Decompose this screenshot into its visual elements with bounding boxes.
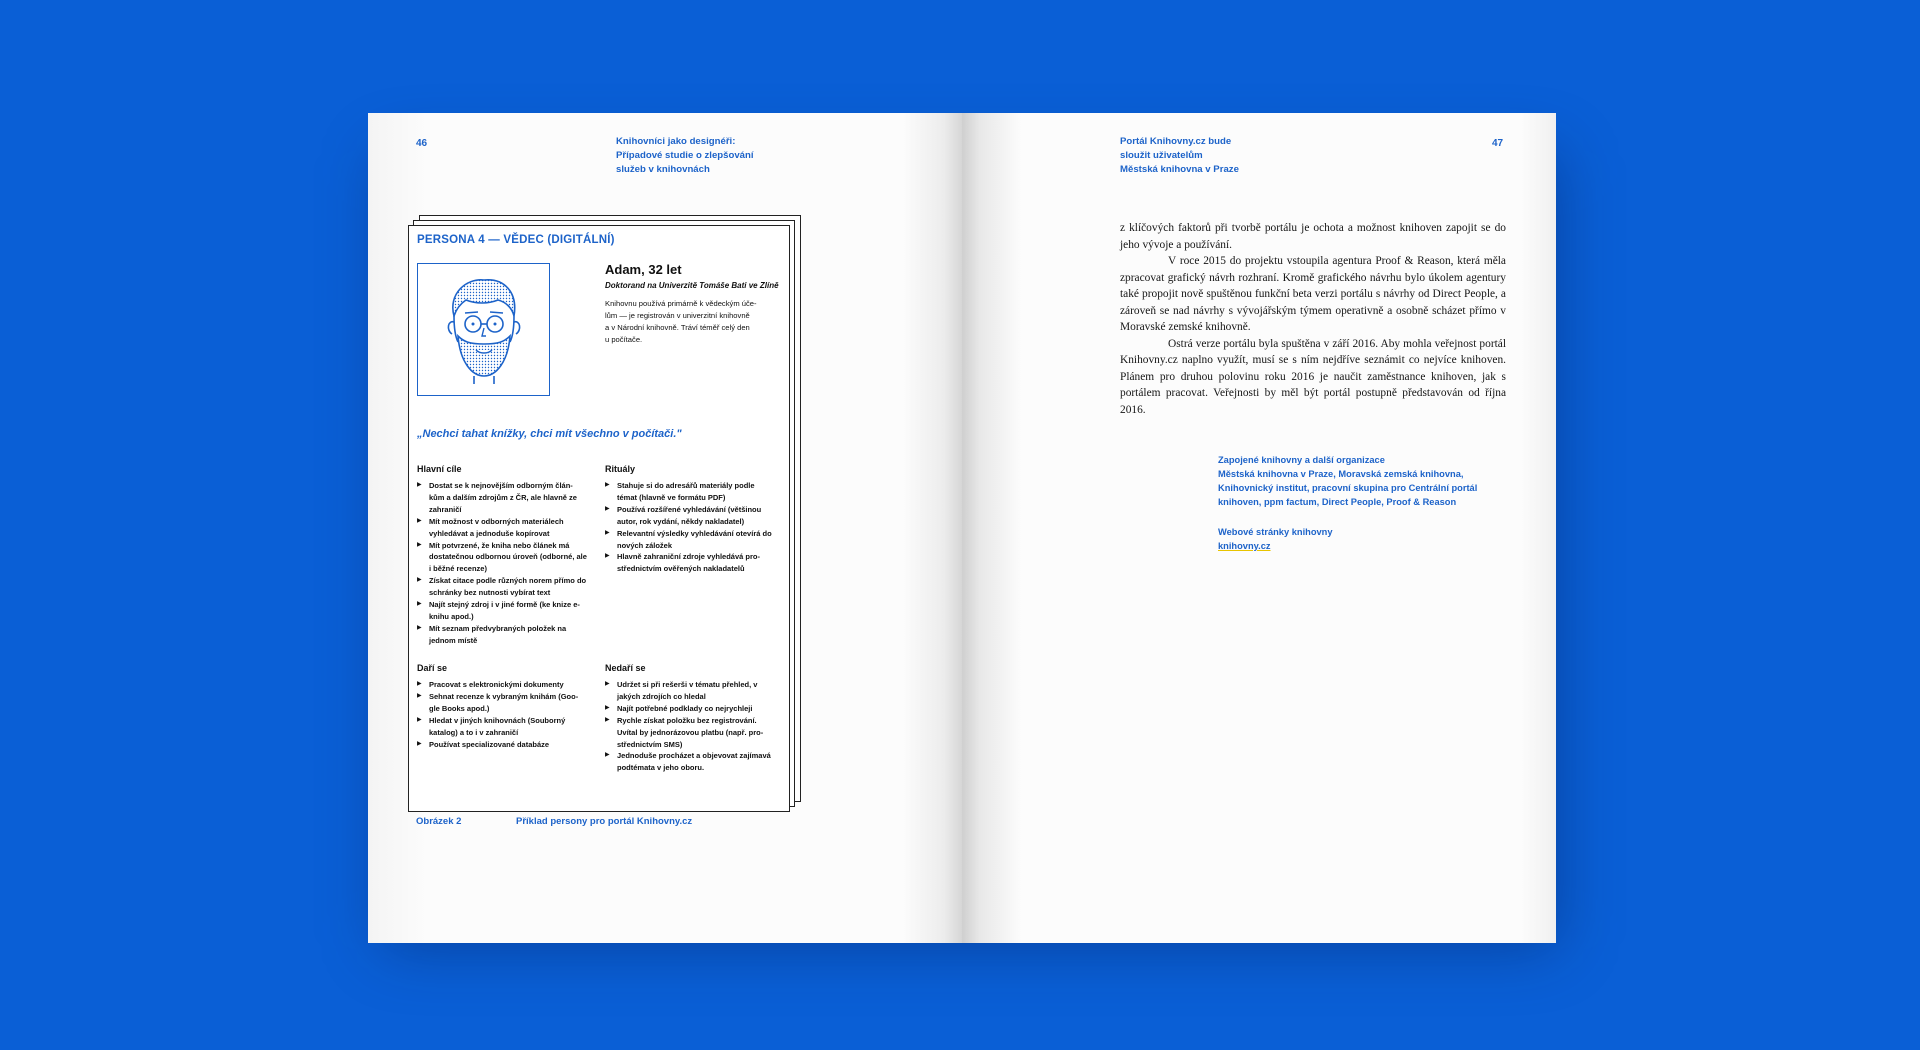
orgs-value: Městská knihovna v Praze, Moravská zemská knihovna, Knihovnický institut, pracovní skupina pro Centrální portál knihoven, ppm factum, Direct People, Proof & Reason bbox=[1218, 469, 1478, 507]
paragraph: Ostrá verze portálu byla spuštěna v září 2016. Aby mohla veřejnost portál Knihovny.cz naplno využít, musí se s ním nejdříve seznámit co nejvíce knihoven. Plánem pro druhou polovinu roku 2016 je naučit zaměstnance knihoven, jak s portálem pracovat. Veřejnosti by měl být portál postupně představován od října 2016. bbox=[1120, 337, 1506, 416]
running-header-left: Knihovníci jako designéři: Případové studie o zlepšování služeb v knihovnách bbox=[616, 136, 754, 175]
list-item: ▶ Dostat se k nejnovějším odborným člán-kům a dalším zdrojům z ČR, ale hlavně ze zahraničí bbox=[417, 480, 587, 516]
open-book bbox=[368, 113, 1556, 943]
list-item: ▶ Najít stejný zdroj i v jiné formě (ke knize e-knihu apod.) bbox=[417, 599, 587, 623]
figure-number: Obrázek 2 bbox=[416, 816, 462, 827]
page-number-left: 46 bbox=[416, 138, 428, 149]
page-number-right: 47 bbox=[1492, 138, 1504, 149]
section-heading: Rituály bbox=[605, 464, 636, 474]
persona-description: Knihovnu používá primárně k vědeckým úče- lům — je registrován v univerzitní knihovně a v Národní knihovně. Tráví téměř celý den u počítače. bbox=[605, 299, 757, 344]
list-item: ▶ Relevantní výsledky vyhledávání otevírá do nových záložek bbox=[605, 528, 775, 552]
list-item: ▶ Hledat v jiných knihovnách (Souborný katalog) a to i v zahraničí bbox=[417, 715, 587, 739]
persona-name: Adam, 32 let bbox=[605, 262, 682, 277]
list-item: ▶ Získat citace podle různých norem přímo do schránky bez nutnosti vybírat text bbox=[417, 575, 587, 599]
running-header-right: Portál Knihovny.cz bude sloužit uživatelům Městská knihovna v Praze bbox=[1120, 136, 1239, 175]
list-item: ▶ Pracovat s elektronickými dokumenty bbox=[417, 679, 587, 691]
section-rituals bbox=[605, 464, 775, 575]
list-item: ▶ Sehnat recenze k vybraným knihám (Goo-gle Books apod.) bbox=[417, 691, 587, 715]
website-link[interactable]: knihovny.cz bbox=[1218, 541, 1271, 551]
list-item: ▶ Stahuje si do adresářů materiály podle témat (hlavně ve formátu PDF) bbox=[605, 480, 775, 504]
list-item: ▶ Používá rozšířené vyhledávání (většinou autor, rok vydání, někdy nakladatel) bbox=[605, 504, 775, 528]
persona-quote: „Nechci tahat knížky, chci mít všechno v počítači." bbox=[417, 428, 682, 440]
left-page bbox=[368, 113, 962, 943]
paragraph: V roce 2015 do projektu vstoupila agentura Proof & Reason, která měla zpracovat grafický návrh rozhraní. Kromě grafického návrhu bylo úkolem agentury také propojit nově spuštěnou funkční beta verzi portálu s návrhy od Direct People, a zároveň se nad návrhy s vývojářským týmem operativně a osobně scházet přímo v Moravské zemské knihovně. bbox=[1120, 255, 1506, 333]
side-info-orgs bbox=[1218, 453, 1510, 509]
bearded-man-icon bbox=[418, 264, 549, 395]
list-item: ▶ Udržet si při rešerši v tématu přehled, v jakých zdrojích co hledal bbox=[605, 679, 775, 703]
section-succeeds bbox=[417, 663, 587, 750]
orgs-label: Zapojené knihovny a další organizace bbox=[1218, 455, 1385, 465]
body-text bbox=[1120, 220, 1506, 418]
paragraph: z klíčových faktorů při tvorbě portálu je ochota a možnost knihoven zapojit se do jeho vývoje a používání. bbox=[1120, 222, 1506, 251]
web-label: Webové stránky knihovny bbox=[1218, 527, 1333, 537]
list-item: ▶ Najít potřebné podklady co nejrychleji bbox=[605, 703, 775, 715]
list-item: ▶ Používat specializované databáze bbox=[417, 739, 587, 751]
list-item: ▶ Mít potvrzené, že kniha nebo článek má dostatečnou odbornou úroveň (odborné, ale i běžné recenze) bbox=[417, 540, 587, 576]
section-heading: Daří se bbox=[417, 663, 448, 673]
persona-title: PERSONA 4 — VĚDEC (DIGITÁLNÍ) bbox=[417, 234, 615, 246]
right-page bbox=[962, 113, 1556, 943]
section-fails bbox=[605, 663, 775, 774]
section-goals bbox=[417, 464, 587, 647]
list-item: ▶ Hlavně zahraniční zdroje vyhledává pro-střednictvím ověřených nakladatelů bbox=[605, 551, 775, 575]
persona-subtitle: Doktorand na Univerzitě Tomáše Bati ve Zlíně bbox=[605, 281, 779, 290]
side-info-web bbox=[1218, 525, 1510, 553]
list-item: ▶ Mít seznam předvybraných položek na jednom místě bbox=[417, 623, 587, 647]
persona-card bbox=[408, 225, 790, 812]
section-heading: Hlavní cíle bbox=[417, 464, 462, 474]
list-item: ▶ Mít možnost v odborných materiálech vyhledávat a jednoduše kopírovat bbox=[417, 516, 587, 540]
figure-caption: Příklad persony pro portál Knihovny.cz bbox=[516, 816, 693, 827]
list-item: ▶ Jednoduše procházet a objevovat zajímavá podtémata v jeho oboru. bbox=[605, 750, 775, 774]
list-item: ▶ Rychle získat položku bez registrování. Uvítal by jednorázovou platbu (např. pro-střednictvím SMS) bbox=[605, 715, 775, 751]
section-heading: Nedaří se bbox=[605, 663, 646, 673]
persona-portrait bbox=[417, 263, 550, 396]
